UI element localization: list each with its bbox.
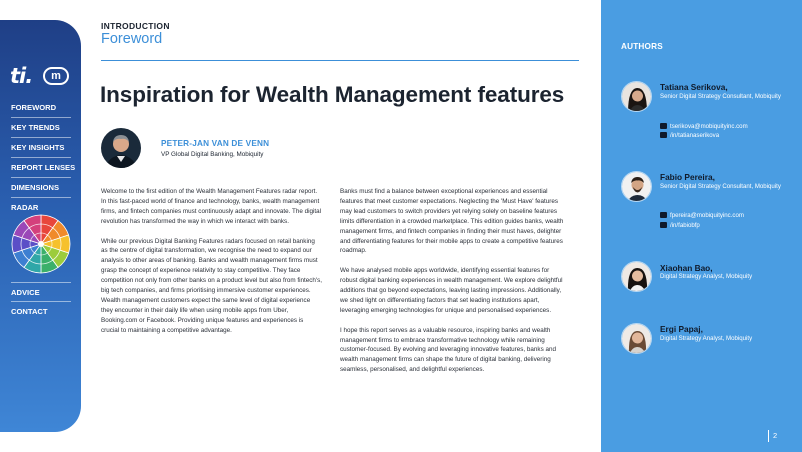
nav-item-radar[interactable]: RADAR bbox=[11, 203, 39, 212]
author-role: Digital Strategy Analyst, Mobiquity bbox=[660, 273, 753, 280]
author-linkedin-link[interactable] bbox=[660, 222, 700, 229]
authors-panel bbox=[601, 0, 802, 452]
person-silhouette-icon bbox=[622, 324, 652, 354]
author-portrait-xiaohan bbox=[621, 261, 652, 292]
header-divider bbox=[101, 60, 579, 61]
radar-wheel-icon[interactable] bbox=[11, 214, 71, 274]
page-number: 2 bbox=[768, 430, 777, 442]
author-linkedin-link[interactable] bbox=[660, 132, 719, 139]
author-role: Senior Digital Strategy Consultant, Mobiquity bbox=[660, 93, 781, 100]
paragraph: Welcome to the first edition of the Wealth Management Features radar report. In this fast-paced world of finance and technology, banks, wealth management firms, and fintech companies must continuously adapt and innovate. The digital revolution has transformed the way in which we interact with banks. bbox=[101, 188, 322, 225]
linkedin-icon bbox=[660, 132, 667, 138]
logo-ti-mark: ti. bbox=[10, 64, 33, 88]
nav-item-advice[interactable]: ADVICE bbox=[11, 282, 71, 302]
body-column-left bbox=[101, 187, 323, 345]
radar-center bbox=[38, 241, 44, 247]
author-role: Digital Strategy Analyst, Mobiquity bbox=[660, 335, 753, 342]
linkedin-text: /in/tatianaserikova bbox=[670, 132, 720, 139]
section-title: Foreword bbox=[101, 31, 163, 47]
email-text: fpereira@mobiquityinc.com bbox=[670, 212, 744, 219]
page-title: Inspiration for Wealth Management features bbox=[100, 82, 565, 107]
email-text: tserikova@mobiquityinc.com bbox=[670, 123, 748, 130]
authors-heading: AUTHORS bbox=[621, 42, 663, 51]
byline-name: PETER-JAN VAN DE VENN bbox=[161, 139, 270, 148]
author-email-link[interactable] bbox=[660, 123, 748, 130]
radar-wheel-graphic bbox=[11, 214, 71, 274]
linkedin-text: /in/fabiobfp bbox=[670, 222, 700, 229]
mail-icon bbox=[660, 212, 667, 218]
sidebar-nav bbox=[0, 20, 81, 432]
linkedin-icon bbox=[660, 222, 667, 228]
nav-item-key-trends[interactable]: KEY TRENDS bbox=[11, 118, 71, 138]
paragraph: Banks must find a balance between exceptional experiences and essential features that meet customer expectations. Neglecting the 'Must Have' features may lead customers to switch providers yet relying solely on baseline features limits differentiation in a crowded marketplace. This edition guides banks, wealth management firms, and fintech companies in finding their must haves, delighter and differentiating features for their mobile apps to create a competitive features roadmap. bbox=[340, 188, 564, 255]
nav-item-contact[interactable]: CONTACT bbox=[11, 307, 48, 316]
author-name: Tatiana Serikova, bbox=[660, 82, 728, 92]
nav-item-report-lenses[interactable]: REPORT LENSES bbox=[11, 158, 71, 178]
person-silhouette-icon bbox=[622, 82, 652, 112]
nav-item-dimensions[interactable]: DIMENSIONS bbox=[11, 178, 71, 198]
paragraph: While our previous Digital Banking Features radars focused on retail banking as the centre of digital transformation, we recognise the need to expand our analysis to other areas of banking. Banks and wealth management firms must grasp the concept of experience relativity to stay competitive. They face competition not only from other banks on a product level but also from fintech's, big tech companies, and firms prioritising immersive customer experiences. Wealth management customers expect the same level of digital experience they encounter in their daily life when using mobile apps from Uber, Booking.com or Facebook. Providing unique features and experiences is crucial to maintaining a competitive advantage. bbox=[101, 237, 323, 334]
body-column-right bbox=[340, 187, 566, 385]
nav-item-key-insights[interactable]: KEY INSIGHTS bbox=[11, 138, 71, 158]
nav-item-foreword[interactable]: FOREWORD bbox=[11, 98, 71, 118]
author-portrait-tatiana bbox=[621, 81, 652, 112]
author-email-link[interactable] bbox=[660, 212, 744, 219]
author-name: Xiaohan Bao, bbox=[660, 263, 713, 273]
author-portrait-peter-jan bbox=[101, 128, 141, 168]
author-name: Ergi Papaj, bbox=[660, 324, 703, 334]
author-portrait-ergi bbox=[621, 323, 652, 354]
brand-logo[interactable] bbox=[10, 66, 72, 88]
person-silhouette-icon bbox=[622, 172, 652, 202]
logo-m-mark: m bbox=[43, 67, 69, 85]
paragraph: I hope this report serves as a valuable resource, inspiring banks and wealth management firms to embrace transformative technology while remaining customer-focused. By evolving and leveraging innovative features, banks and wealth management firms can shape the future of digital banking, delivering seamless, personalised, and delightful experiences. bbox=[340, 326, 556, 374]
person-silhouette-icon bbox=[622, 262, 652, 292]
author-role: Senior Digital Strategy Consultant, Mobiquity bbox=[660, 183, 781, 190]
author-portrait-fabio bbox=[621, 171, 652, 202]
paragraph: We have analysed mobile apps worldwide, identifying essential features for robust digital banking experiences in wealth management. We explore delightful additions that go beyond expectations, leaving lasting impressions. Additionally, we shed light on differentiating factors that set leading institutions apart, leveraging emerging technologies for unique and personalised experiences. bbox=[340, 267, 563, 314]
person-silhouette-icon bbox=[101, 128, 141, 168]
mail-icon bbox=[660, 123, 667, 129]
byline-role: VP Global Digital Banking, Mobiquity bbox=[161, 151, 264, 158]
nav-list-bottom bbox=[11, 282, 71, 322]
nav-list-top bbox=[11, 98, 76, 218]
section-label: INTRODUCTION bbox=[101, 21, 170, 31]
author-name: Fabio Pereira, bbox=[660, 172, 715, 182]
